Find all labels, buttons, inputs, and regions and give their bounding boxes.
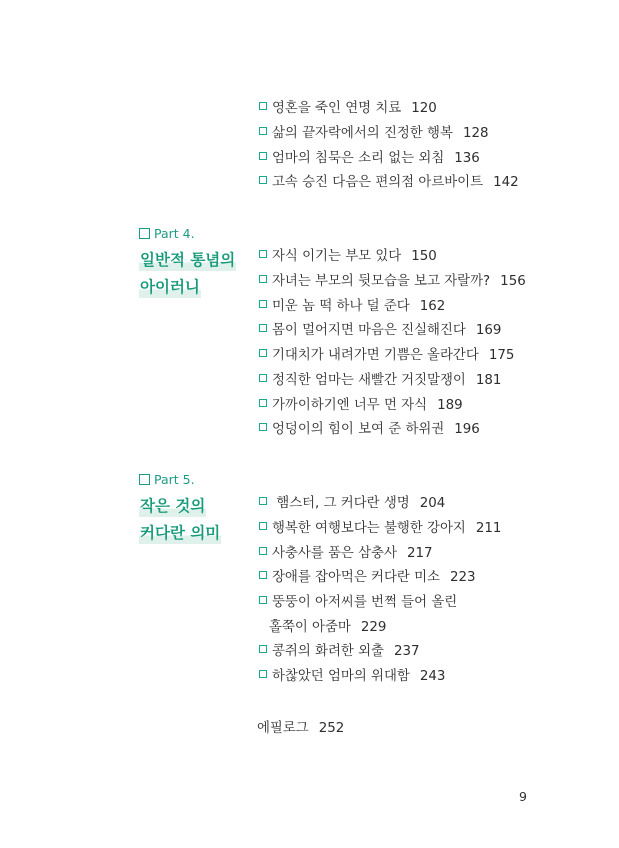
bullet-square-icon [259,547,267,555]
epilogue-title: 에필로그 [257,721,309,736]
entry-page: 196 [454,422,480,437]
toc-entry [259,668,445,686]
bullet-square-icon [259,522,267,530]
entry-page: 243 [419,669,446,684]
entry-title: 엉덩이의 힘이 보여 준 하위권 [272,422,445,437]
bullet-square-icon [259,349,267,357]
bullet-square-icon [259,275,267,283]
bullet-square-icon [259,374,267,382]
entry-title: 자녀는 부모의 뒷모습을 보고 자랄까? [272,274,491,289]
toc-entry [259,150,480,168]
entry-page: 181 [475,373,502,388]
bullet-square-icon [259,127,267,135]
entry-title: 장애를 잡아먹은 커다란 미소 [272,570,440,585]
toc-entry [259,545,433,563]
entry-page: 223 [450,570,476,585]
entry-page: 204 [419,496,446,511]
part5-label: Part 5. [139,472,195,487]
part-square-icon [139,228,150,239]
entry-title: 미운 놈 떡 하나 덜 준다 [272,299,410,314]
entry-page: 211 [475,521,502,536]
bullet-square-icon [259,176,267,184]
entry-page: 150 [411,249,437,264]
entry-page: 169 [475,323,502,338]
bullet-square-icon [259,250,267,258]
entry-page: 156 [500,274,526,289]
bullet-square-icon [259,152,267,160]
entry-page: 120 [411,101,437,116]
page-number: 9 [519,789,527,804]
part4-title-line1: 일반적 통념의 [139,248,236,271]
entry-title: 자식 이기는 부모 있다 [272,249,402,264]
entry-title: 엄마의 침묵은 소리 없는 외침 [272,151,445,166]
bullet-square-icon [259,399,267,407]
bullet-square-icon [259,102,267,110]
entry-page: 162 [419,299,446,314]
bullet-square-icon [259,596,267,604]
toc-entry [259,643,420,661]
entry-page: 142 [493,175,519,190]
bullet-square-icon [259,423,267,431]
bullet-square-icon [259,571,267,579]
epilogue-page: 252 [318,721,345,736]
entry-page: 237 [394,644,420,659]
entry-page: 136 [454,151,480,166]
entry-page: 128 [462,126,489,141]
entry-title: 가까이하기엔 너무 먼 자식 [272,398,428,413]
bullet-square-icon [259,645,267,653]
part5-title-line2: 커다란 의미 [139,521,221,544]
toc-entry [259,397,463,415]
entry-title: 사충사를 품은 삼충사 [272,546,397,561]
entry-page: 175 [488,348,515,363]
toc-entry [259,495,445,513]
entry-page: 229 [360,620,387,635]
entry-title: 하찮았던 엄마의 위대함 [272,669,410,684]
entry-title: 콩쥐의 화려한 외출 [272,644,384,659]
toc-entry [259,298,445,316]
bullet-square-icon [259,497,267,505]
entry-title: 몸이 멀어지면 마음은 진실해진다 [272,323,466,338]
entry-title: 삶의 끝자락에서의 진정한 행복 [272,126,453,141]
entry-title: 햄스터, 그 커다란 생명 [272,496,410,511]
epilogue-entry [257,717,344,736]
toc-entry [259,174,519,192]
toc-entry [259,594,457,612]
toc-entry [259,100,437,118]
part4-title-line2: 아이러니 [139,275,201,298]
toc-entry [259,372,501,390]
bullet-square-icon [259,300,267,308]
entry-title: 뚱뚱이 아저씨를 번쩍 들어 올린 [272,595,458,610]
entry-title: 홀쭉이 아줌마 [269,620,351,635]
toc-entry [259,125,489,143]
part5-title-line1: 작은 것의 [139,494,206,517]
toc-entry [259,569,476,587]
entry-title: 고속 승진 다음은 편의점 아르바이트 [272,175,484,190]
entry-title: 기대치가 내려가면 기쁨은 올라간다 [272,348,479,363]
toc-entry [259,347,514,365]
bullet-square-icon [259,324,267,332]
toc-entry [259,322,501,340]
toc-entry [259,273,526,291]
bullet-square-icon [259,670,267,678]
toc-entry [259,421,480,439]
entry-page: 189 [437,398,463,413]
toc-entry [259,520,501,538]
part4-label: Part 4. [139,226,195,241]
part-square-icon [139,474,150,485]
entry-title: 영혼을 죽인 연명 치료 [272,101,402,116]
entry-page: 217 [406,546,433,561]
entry-title: 행복한 여행보다는 불행한 강아지 [272,521,466,536]
entry-title: 정직한 엄마는 새빨간 거짓말쟁이 [272,373,466,388]
toc-entry-continuation [269,619,386,637]
toc-entry [259,248,437,266]
